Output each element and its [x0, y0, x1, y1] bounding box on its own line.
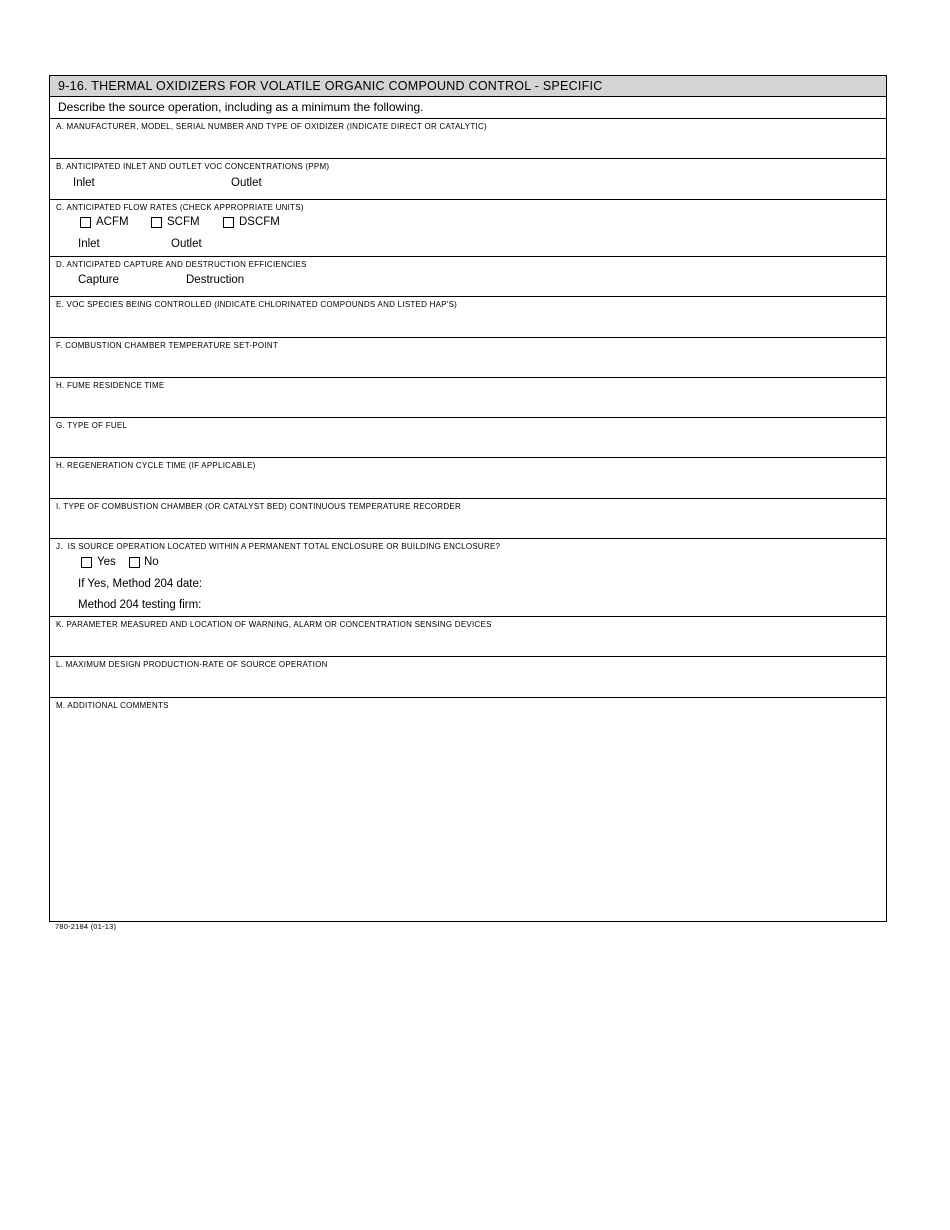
- section-e-input[interactable]: [52, 311, 884, 335]
- section-d-label: D. ANTICIPATED CAPTURE AND DESTRUCTION EFFICIENCIES: [56, 260, 307, 269]
- section-k-input[interactable]: [52, 631, 884, 654]
- section-l-label: L. MAXIMUM DESIGN PRODUCTION-RATE OF SOURCE OPERATION: [56, 660, 328, 669]
- section-l: [50, 657, 886, 698]
- section-g-input[interactable]: [52, 432, 884, 455]
- method-204-date-input[interactable]: [215, 578, 415, 592]
- section-h-regeneration-label: H. REGENERATION CYCLE TIME (IF APPLICABLE): [56, 461, 256, 470]
- inlet-label: Inlet: [73, 177, 95, 189]
- acfm-checkbox[interactable]: [80, 217, 91, 228]
- section-a: [50, 119, 886, 159]
- section-i: [50, 499, 886, 539]
- section-e-label: E. VOC SPECIES BEING CONTROLLED (INDICATE CHLORINATED COMPOUNDS AND LISTED HAP'S): [56, 300, 458, 309]
- section-f-input[interactable]: [52, 352, 884, 375]
- scfm-checkbox-label: SCFM: [167, 216, 200, 228]
- capture-efficiency-input[interactable]: [126, 274, 181, 288]
- section-c-label: C. ANTICIPATED FLOW RATES (CHECK APPROPRIATE UNITS): [56, 203, 304, 212]
- no-checkbox[interactable]: [129, 557, 140, 568]
- form-title: 9-16. THERMAL OXIDIZERS FOR VOLATILE ORGANIC COMPOUND CONTROL - SPECIFIC: [58, 79, 603, 93]
- dscfm-checkbox[interactable]: [223, 217, 234, 228]
- section-l-input[interactable]: [52, 671, 884, 695]
- acfm-checkbox-label: ACFM: [96, 216, 129, 228]
- section-d: [50, 257, 886, 297]
- section-h-regeneration: [50, 458, 886, 499]
- section-e: [50, 297, 886, 338]
- section-j: [50, 539, 886, 617]
- outlet-label: Outlet: [171, 238, 202, 250]
- method-204-testing-firm-label: Method 204 testing firm:: [78, 599, 202, 611]
- outlet-concentration-input[interactable]: [275, 177, 385, 191]
- yes-checkbox-label: Yes: [97, 556, 116, 568]
- section-j-label: J. IS SOURCE OPERATION LOCATED WITHIN A PERMANENT TOTAL ENCLOSURE OR BUILDING ENCLOSURE?: [56, 542, 501, 551]
- section-k-label: K. PARAMETER MEASURED AND LOCATION OF WARNING, ALARM OR CONCENTRATION SENSING DEVICES: [56, 620, 492, 629]
- method-204-date-label: If Yes, Method 204 date:: [78, 578, 203, 590]
- section-a-label: A. MANUFACTURER, MODEL, SERIAL NUMBER AND TYPE OF OXIDIZER (INDICATE DIRECT OR CATALYTIC): [56, 122, 487, 131]
- section-f-label: F. COMBUSTION CHAMBER TEMPERATURE SET-POINT: [56, 341, 279, 350]
- section-k: [50, 617, 886, 657]
- section-h-fume-residence: [50, 378, 886, 418]
- form-subtitle-row: [50, 97, 886, 119]
- section-f: [50, 338, 886, 378]
- section-h-fume-input[interactable]: [52, 392, 884, 415]
- section-i-input[interactable]: [52, 513, 884, 536]
- section-g: [50, 418, 886, 458]
- scfm-checkbox[interactable]: [151, 217, 162, 228]
- capture-label: Capture: [78, 274, 119, 286]
- form-number: 780-2184 (01-13): [55, 922, 117, 931]
- destruction-label: Destruction: [186, 274, 245, 286]
- section-g-label: G. TYPE OF FUEL: [56, 421, 128, 430]
- section-m-label: M. ADDITIONAL COMMENTS: [56, 701, 169, 710]
- section-m: [50, 698, 886, 921]
- no-checkbox-label: No: [144, 556, 159, 568]
- dscfm-checkbox-label: DSCFM: [239, 216, 280, 228]
- section-b: [50, 159, 886, 200]
- destruction-efficiency-input[interactable]: [258, 274, 368, 288]
- inlet-flow-input[interactable]: [108, 238, 166, 252]
- section-b-label: B. ANTICIPATED INLET AND OUTLET VOC CONCENTRATIONS (PPM): [56, 162, 330, 171]
- form-title-bar: [50, 76, 886, 97]
- thermal-oxidizers-form: [49, 75, 887, 922]
- outlet-label: Outlet: [231, 177, 262, 189]
- section-h-fume-label: H. FUME RESIDENCE TIME: [56, 381, 165, 390]
- section-a-input[interactable]: [52, 133, 884, 156]
- yes-checkbox[interactable]: [81, 557, 92, 568]
- inlet-concentration-input[interactable]: [112, 177, 222, 191]
- section-h-regeneration-input[interactable]: [52, 472, 884, 496]
- section-c: [50, 200, 886, 257]
- section-i-label: I. TYPE OF COMBUSTION CHAMBER (OR CATALYST BED) CONTINUOUS TEMPERATURE RECORDER: [56, 502, 461, 511]
- outlet-flow-input[interactable]: [212, 238, 322, 252]
- form-subtitle: Describe the source operation, including as a minimum the following.: [58, 100, 424, 114]
- inlet-label: Inlet: [78, 238, 100, 250]
- method-204-testing-firm-input[interactable]: [215, 599, 415, 613]
- section-m-input[interactable]: [52, 712, 884, 919]
